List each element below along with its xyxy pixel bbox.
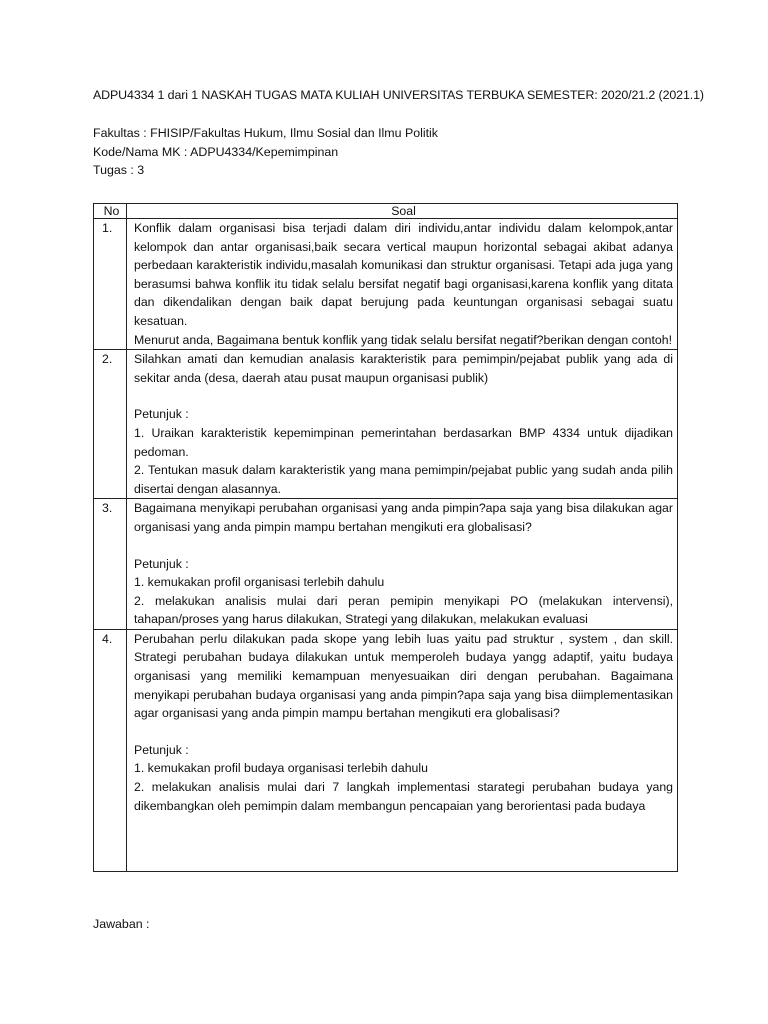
course-code-line: Kode/Nama MK : ADPU4334/Kepemimpinan xyxy=(93,144,339,159)
question-prompt: Menurut anda, Bagaimana bentuk konflik yang tidak selalu bersifat negatif?berikan dengan contoh! xyxy=(134,332,673,347)
questions-table xyxy=(93,203,678,872)
question-text: Silahkan amati dan kemudian analasis karakteristik para pemimpin/pejabat publik yang ada di sekitar anda (desa, daerah atau pusat maupun organisasi publik) xyxy=(134,352,673,385)
faculty-line: Fakultas : FHISIP/Fakultas Hukum, Ilmu Sosial dan Ilmu Politik xyxy=(93,126,438,140)
hint-label: Petunjuk : xyxy=(134,742,189,757)
hint-item: 1. kemukakan profil organisasi terlebih dahulu xyxy=(134,575,385,590)
table-header-row xyxy=(94,204,678,219)
table-row xyxy=(94,350,678,499)
question-cell xyxy=(127,350,678,499)
course-info xyxy=(93,124,438,180)
question-text: Konflik dalam organisasi bisa terjadi dalam diri individu,antar individu dalam kelompok,antar kelompok dan antar organisasi,baik secara vertical maupun horizontal sebagai akibat adanya perbedaan karakteristik individu,masalah komunikasi dan struktur organisasi. Tetapi ada juga yang berasumsi bahwa konflik itu tidak selalu bersifat negatif bagi organisasi,karena konflik yang ditata dan dikendalikan dengan baik dapat berujung pada keuntungan organisasi sebagai suatu kesatuan. xyxy=(134,221,673,328)
table-row xyxy=(94,499,678,630)
question-number: 2. xyxy=(94,350,127,499)
question-number: 3. xyxy=(94,499,127,630)
table-row xyxy=(94,629,678,871)
hint-item: 1. kemukakan profil budaya organisasi terlebih dahulu xyxy=(134,761,428,776)
assignment-line: Tugas : 3 xyxy=(93,163,145,177)
answer-label: Jawaban : xyxy=(93,917,150,931)
hint-item: 1. Uraikan karakteristik kepemimpinan pemerintahan berdasarkan BMP 4334 untuk dijadikan pedoman. xyxy=(134,425,673,459)
question-cell xyxy=(127,219,678,350)
question-cell xyxy=(127,629,678,871)
column-header-no: No xyxy=(94,204,127,219)
hint-label: Petunjuk : xyxy=(134,407,189,422)
table-row xyxy=(94,219,678,350)
column-header-soal: Soal xyxy=(127,204,678,219)
document-title: ADPU4334 1 dari 1 NASKAH TUGAS MATA KULIAH UNIVERSITAS TERBUKA SEMESTER: 2020/21.2 (2021.1) xyxy=(93,88,704,102)
hint-item: 2. Tentukan masuk dalam karakteristik yang mana pemimpin/pejabat public yang sudah anda pilih disertai dengan alasannya. xyxy=(134,463,673,496)
question-text: Perubahan perlu dilakukan pada skope yang lebih luas yaitu pad struktur , system , dan skill. Strategi perubahan budaya dilakukan untuk memperoleh budaya yangg adaptif, yaitu budaya organisasi yang memiliki kemampuan menyesuaikan diri dengan perubahan. Bagaimana menyikapi perubahan budaya organisasi yang anda pimpin?apa saja yang bisa diimplementasikan agar organisasi yang anda pimpin mampu bertahan mengikuti era globalisasi? xyxy=(134,631,673,721)
question-number: 4. xyxy=(94,629,127,871)
hint-item: 2. melakukan analisis mulai dari 7 langkah implementasi starategi perubahan budaya yang dikembangkan oleh pemimpin dalam membangun pencapaian yang berorientasi pada budaya xyxy=(134,780,673,813)
question-number: 1. xyxy=(94,219,127,350)
question-text: Bagaimana menyikapi perubahan organisasi yang anda pimpin?apa saja yang bisa dilakukan agar organisasi yang anda pimpin mampu bertahan mengikuti era globalisasi? xyxy=(134,501,673,534)
question-cell xyxy=(127,499,678,630)
hint-item: 2. melakukan analisis mulai dari peran pemipin menyikapi PO (melakukan intervensi), tahapan/proses yang harus dilakukan, Strategi yang dilakukan, melakukan evaluasi xyxy=(134,593,673,627)
hint-label: Petunjuk : xyxy=(134,556,189,571)
